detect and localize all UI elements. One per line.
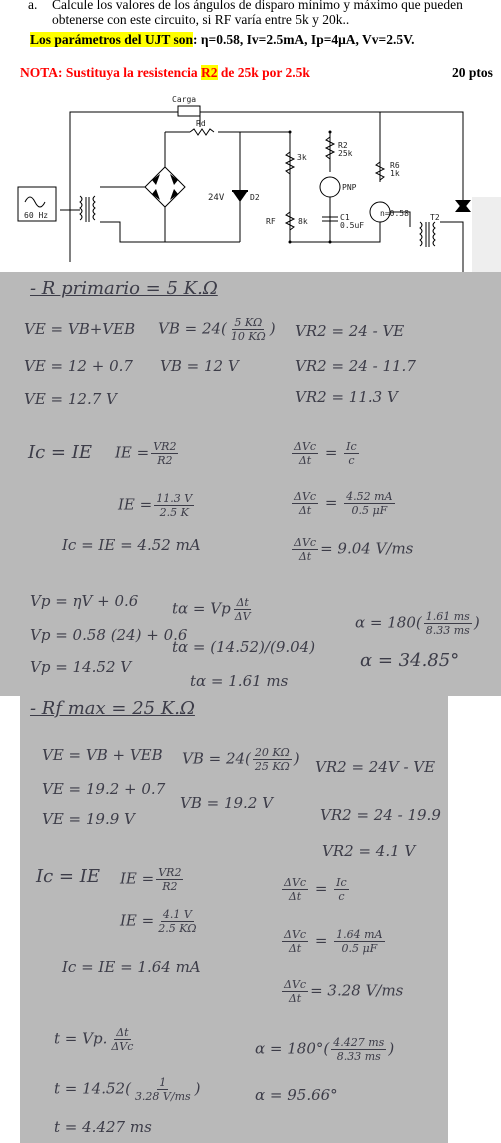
part1-dv-eq1-rden: c bbox=[348, 454, 355, 467]
part1-vb-eq1-pre: VB = 24 bbox=[158, 319, 222, 338]
part1-ta-eq1 bbox=[172, 596, 255, 623]
r2-label: R2 bbox=[338, 141, 348, 150]
c1-value: 0.5uF bbox=[340, 221, 365, 230]
part2-dv-eq1-den: Δt bbox=[288, 890, 302, 903]
part1-title: - R primario = 5 K.Ω bbox=[30, 278, 218, 299]
part2-dv-eq3-den: Δt bbox=[288, 992, 302, 1005]
part1-ta-eq3: tα = 1.61 ms bbox=[190, 672, 289, 690]
part1-vb-eq1: VB = 24( $\frac{5 K\Omega}{10 K\Omega}$ ) bbox=[158, 316, 276, 343]
nota-suffix: de 25k por 2.5k bbox=[217, 65, 310, 80]
part2-ic-eq2: Ic = IE = 1.64 mA bbox=[62, 958, 201, 976]
part2-t-eq3: t = 4.427 ms bbox=[54, 1118, 152, 1136]
part2-alpha-eq1-pre: α = 180° bbox=[255, 1039, 324, 1058]
part1-alpha-eq1-pre: α = 180 bbox=[355, 613, 416, 632]
rf-value: 8k bbox=[298, 217, 308, 226]
part1-vb-eq1-den: 10 KΩ bbox=[230, 330, 266, 343]
pnp-label: PNP bbox=[342, 183, 357, 192]
part1-vb-eq1-num: 5 KΩ bbox=[234, 316, 263, 329]
part2-dv-eq1: $\frac{\text{ΔVc}}{\Delta t}$ = $\frac{Ic}{c}$ bbox=[284, 876, 347, 903]
part2-ie-eq1-num: VR2 bbox=[158, 866, 182, 879]
t2-label: T2 bbox=[430, 213, 440, 222]
part1-ve-eq1: VE = VB+VEB bbox=[24, 320, 136, 338]
part2-ie-eq2-num: 4.1 V bbox=[162, 908, 192, 921]
part2-ve-eq2: VE = 19.2 + 0.7 bbox=[42, 780, 166, 798]
part2-ie-eq2-pre: IE = bbox=[120, 911, 155, 930]
part1-dv-eq2-den: Δt bbox=[298, 504, 312, 517]
part2-t-eq2-den: 3.28 V/ms bbox=[134, 1090, 191, 1103]
part2-ie-eq1 bbox=[120, 866, 185, 893]
part1-vp-eq3: Vp = 14.52 V bbox=[30, 658, 132, 676]
part1-ie-eq1-pre: IE = bbox=[115, 443, 150, 462]
part2-dv-eq1-num: ΔVc bbox=[284, 876, 307, 889]
part1-dv-eq3-result: = 9.04 V/ms bbox=[320, 539, 414, 558]
ujt-circuit-diagram bbox=[0, 92, 501, 272]
part1-dv-eq2: $\frac{\text{ΔVc}}{\Delta t}$ = $\frac{4.52 mA}{0.5 \mu F}$ bbox=[294, 490, 393, 517]
part1-dv-eq2-rnum: 4.52 mA bbox=[346, 490, 393, 503]
part1-alpha-eq1-num: 1.61 ms bbox=[425, 610, 470, 623]
solution-panel-max-angle bbox=[20, 696, 448, 1143]
part2-vb-eq1-num: 20 KΩ bbox=[254, 746, 290, 759]
part1-ic-eq2: Ic = IE = 4.52 mA bbox=[62, 536, 201, 554]
part1-ve-eq2: VE = 12 + 0.7 bbox=[24, 357, 133, 375]
part1-dv-eq3-den: Δt bbox=[298, 550, 312, 563]
part2-t-eq1 bbox=[54, 1026, 137, 1053]
r2-value: 25k bbox=[338, 149, 353, 158]
part2-dv-eq2: $\frac{\text{ΔVc}}{\Delta t}$ = $\frac{1.64 mA}{0.5 \mu F}$ bbox=[284, 928, 383, 955]
part1-dv-eq1-num: ΔVc bbox=[294, 440, 317, 453]
part2-dv-eq2-rden: 0.5 μF bbox=[341, 942, 378, 955]
zener-voltage-label: 24V bbox=[208, 193, 225, 203]
part2-ic-eq1: Ic = IE bbox=[36, 866, 100, 887]
nota-line bbox=[20, 65, 310, 80]
part2-ve-eq1: VE = VB + VEB bbox=[42, 746, 163, 764]
load-label: Carga bbox=[172, 95, 197, 104]
part2-dv-eq2-num: ΔVc bbox=[284, 928, 307, 941]
part1-ta-eq1-num: Δt bbox=[236, 596, 249, 609]
part2-dv-eq2-den: Δt bbox=[288, 942, 302, 955]
part1-ta-eq1-den: ΔV bbox=[234, 610, 251, 623]
ujt-params-label: Los parámetros del UJT son bbox=[30, 32, 194, 47]
part2-dv-eq3-num: ΔVc bbox=[284, 978, 307, 991]
part1-vp-eq1: Vp = ηV + 0.6 bbox=[30, 592, 139, 610]
part2-ie-eq2 bbox=[120, 908, 201, 935]
part1-ie-eq2-den: 2.5 K bbox=[159, 506, 189, 519]
part1-dv-eq1-rnum: Ic bbox=[346, 440, 357, 453]
part2-t-eq2: t = 14.52( $\frac{1}{3.28 V/ms}$ ) bbox=[54, 1076, 201, 1103]
question-marker: a. bbox=[28, 0, 38, 12]
part2-t-eq1-den: ΔVc bbox=[111, 1040, 134, 1053]
part2-alpha-eq1-den: 8.33 ms bbox=[336, 1050, 381, 1063]
part1-ie-eq1 bbox=[115, 440, 180, 467]
part2-vr2-eq1: VR2 = 24V - VE bbox=[315, 758, 436, 776]
part1-dv-eq3 bbox=[290, 536, 413, 563]
part2-vr2-eq2: VR2 = 24 - 19.9 bbox=[320, 806, 441, 824]
part1-dv-eq2-rden: 0.5 μF bbox=[351, 504, 388, 517]
part2-vb-eq1: VB = 24( $\frac{20 K\Omega}{25 K\Omega}$ ) bbox=[182, 746, 300, 773]
part1-ie-eq1-den: R2 bbox=[157, 454, 173, 467]
source-label: 60 Hz bbox=[24, 211, 49, 220]
part2-t-eq1-pre: t = Vp. bbox=[54, 1029, 108, 1048]
part1-ie-eq2 bbox=[118, 492, 196, 519]
part2-t-eq2-num: 1 bbox=[159, 1076, 167, 1089]
r6-value: 1k bbox=[390, 169, 400, 178]
part1-vr2-eq3: VR2 = 11.3 V bbox=[295, 388, 398, 406]
ujt-params-values: : η=0.58, Iv=2.5mA, Ip=4μA, Vv=2.5V. bbox=[193, 32, 415, 47]
part1-dv-eq1: $\frac{\text{ΔVc}}{\Delta t}$ = $\frac{Ic}{c}$ bbox=[294, 440, 357, 467]
points-label: 20 ptos bbox=[452, 65, 493, 80]
part2-dv-eq3 bbox=[280, 978, 403, 1005]
part2-alpha-eq2: α = 95.66° bbox=[255, 1086, 338, 1104]
part1-alpha-eq1: α = 180( $\frac{1.61 ms}{8.33 ms}$ ) bbox=[355, 610, 480, 637]
nota-prefix: NOTA: Sustituya la resistencia bbox=[20, 65, 202, 80]
part2-ve-eq3: VE = 19.9 V bbox=[42, 810, 135, 828]
part2-ie-eq1-den: R2 bbox=[162, 880, 178, 893]
part1-ie-eq1-num: VR2 bbox=[153, 440, 177, 453]
rf-label: RF bbox=[266, 217, 276, 226]
part2-ie-eq2-den: 2.5 KΩ bbox=[158, 922, 197, 935]
r3k-label: 3k bbox=[297, 153, 307, 162]
part2-dv-eq1-rnum: Ic bbox=[336, 876, 347, 889]
ujt-parameters bbox=[30, 32, 415, 47]
part1-ve-eq3: VE = 12.7 V bbox=[24, 390, 117, 408]
part2-alpha-eq1-num: 4.427 ms bbox=[333, 1036, 385, 1049]
part1-dv-eq2-num: ΔVc bbox=[294, 490, 317, 503]
part1-vb-eq2: VB = 12 V bbox=[160, 357, 239, 375]
question-line-2: obtenerse con este circuito, si RF varía entre 5k y 20k.. bbox=[52, 12, 350, 27]
part2-ie-eq1-pre: IE = bbox=[120, 869, 155, 888]
part1-ic-eq1: Ic = IE bbox=[28, 442, 92, 463]
rd-label: Rd bbox=[196, 119, 206, 128]
d2-label: D2 bbox=[250, 193, 260, 202]
part1-vr2-eq1: VR2 = 24 - VE bbox=[295, 322, 405, 340]
part2-title: - Rf max = 25 K.Ω bbox=[30, 698, 195, 719]
part2-vb-eq2: VB = 19.2 V bbox=[180, 794, 273, 812]
c1-label: C1 bbox=[340, 213, 350, 222]
part2-t-eq2-pre: t = 14.52 bbox=[54, 1079, 126, 1098]
part2-vr2-eq3: VR2 = 4.1 V bbox=[322, 842, 416, 860]
part1-ta-eq2: tα = (14.52)/(9.04) bbox=[172, 638, 316, 656]
part1-vr2-eq2: VR2 = 24 - 11.7 bbox=[295, 357, 416, 375]
part2-vb-eq1-den: 25 KΩ bbox=[254, 760, 290, 773]
part1-ie-eq2-pre: IE = bbox=[118, 495, 153, 514]
part1-dv-eq3-num: ΔVc bbox=[294, 536, 317, 549]
r6-label: R6 bbox=[390, 161, 400, 170]
solution-panel-min-angle bbox=[0, 272, 501, 696]
part1-ie-eq2-num: 11.3 V bbox=[156, 492, 193, 505]
part2-vb-eq1-pre: VB = 24 bbox=[182, 749, 246, 768]
part2-alpha-eq1: α = 180°( $\frac{4.427 ms}{8.33 ms}$ ) bbox=[255, 1036, 395, 1063]
part1-alpha-eq2: α = 34.85° bbox=[360, 650, 460, 671]
part1-dv-eq1-den: Δt bbox=[298, 454, 312, 467]
part2-dv-eq2-rnum: 1.64 mA bbox=[336, 928, 383, 941]
ujt-eta-label: n=0.58 bbox=[380, 209, 409, 218]
part2-dv-eq3-result: = 3.28 V/ms bbox=[310, 981, 404, 1000]
nota-r2: R2 bbox=[201, 65, 218, 80]
part2-t-eq1-num: Δt bbox=[116, 1026, 129, 1039]
part2-dv-eq1-rden: c bbox=[338, 890, 345, 903]
part1-ta-eq1-pre: tα = Vp bbox=[172, 599, 231, 618]
question-line-1: Calcule los valores de los ángulos de disparo mínimo y máximo que pueden bbox=[52, 0, 463, 12]
part1-vp-eq2: Vp = 0.58 (24) + 0.6 bbox=[30, 626, 188, 644]
part1-alpha-eq1-den: 8.33 ms bbox=[425, 624, 470, 637]
